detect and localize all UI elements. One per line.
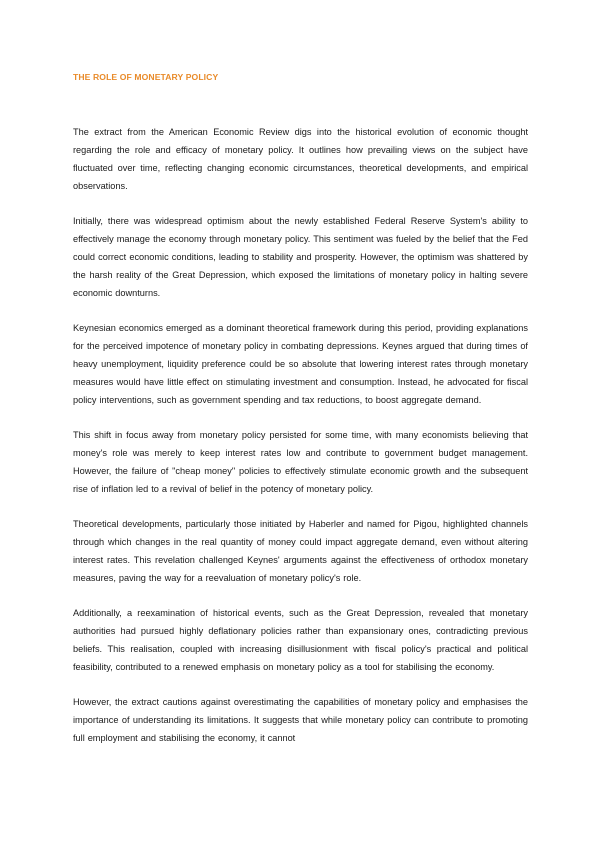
- paragraph: This shift in focus away from monetary policy persisted for some time, with many economists believing that money's role was merely to keep interest rates low and contribute to government budget management. However, the failure of "cheap money" policies to effectively stimulate economic growth and the subsequent rise of inflation led to a revival of belief in the potency of monetary policy.: [73, 430, 528, 494]
- document-body: [73, 123, 528, 764]
- paragraph: However, the extract cautions against overestimating the capabilities of monetary policy and emphasises the importance of understanding its limitations. It suggests that while monetary policy can contribute to promoting full employment and stabilising the economy, it cannot: [73, 697, 528, 743]
- paragraph: Theoretical developments, particularly those initiated by Haberler and named for Pigou, highlighted channels through which changes in the real quantity of money could impact aggregate demand, even without altering interest rates. This revelation challenged Keynes' arguments against the effectiveness of orthodox monetary measures, paving the way for a reevaluation of monetary policy's role.: [73, 519, 528, 583]
- document-title: THE ROLE OF MONETARY POLICY: [73, 72, 219, 82]
- paragraph: The extract from the American Economic Review digs into the historical evolution of economic thought regarding the role and efficacy of monetary policy. It outlines how prevailing views on the subject have fluctuated over time, reflecting changing economic circumstances, theoretical developments, and empirical observations.: [73, 127, 528, 191]
- paragraph: Keynesian economics emerged as a dominant theoretical framework during this period, providing explanations for the perceived impotence of monetary policy in combating depressions. Keynes argued that during times of heavy unemployment, liquidity preference could be so absolute that lowering interest rates through monetary measures would have little effect on stimulating investment and consumption. Instead, he advocated for fiscal policy interventions, such as government spending and tax reductions, to boost aggregate demand.: [73, 323, 528, 405]
- paragraph: Initially, there was widespread optimism about the newly established Federal Reserve System's ability to effectively manage the economy through monetary policy. This sentiment was fueled by the belief that the Fed could correct economic conditions, leading to stability and prosperity. However, the optimism was shattered by the harsh reality of the Great Depression, which exposed the limitations of monetary policy in halting severe economic downturns.: [73, 216, 528, 298]
- paragraph: Additionally, a reexamination of historical events, such as the Great Depression, revealed that monetary authorities had pursued highly deflationary policies rather than expansionary ones, contradicting previous beliefs. This realisation, coupled with increasing disillusionment with fiscal policy's practical and political feasibility, contributed to a renewed emphasis on monetary policy as a tool for stabilising the economy.: [73, 608, 528, 672]
